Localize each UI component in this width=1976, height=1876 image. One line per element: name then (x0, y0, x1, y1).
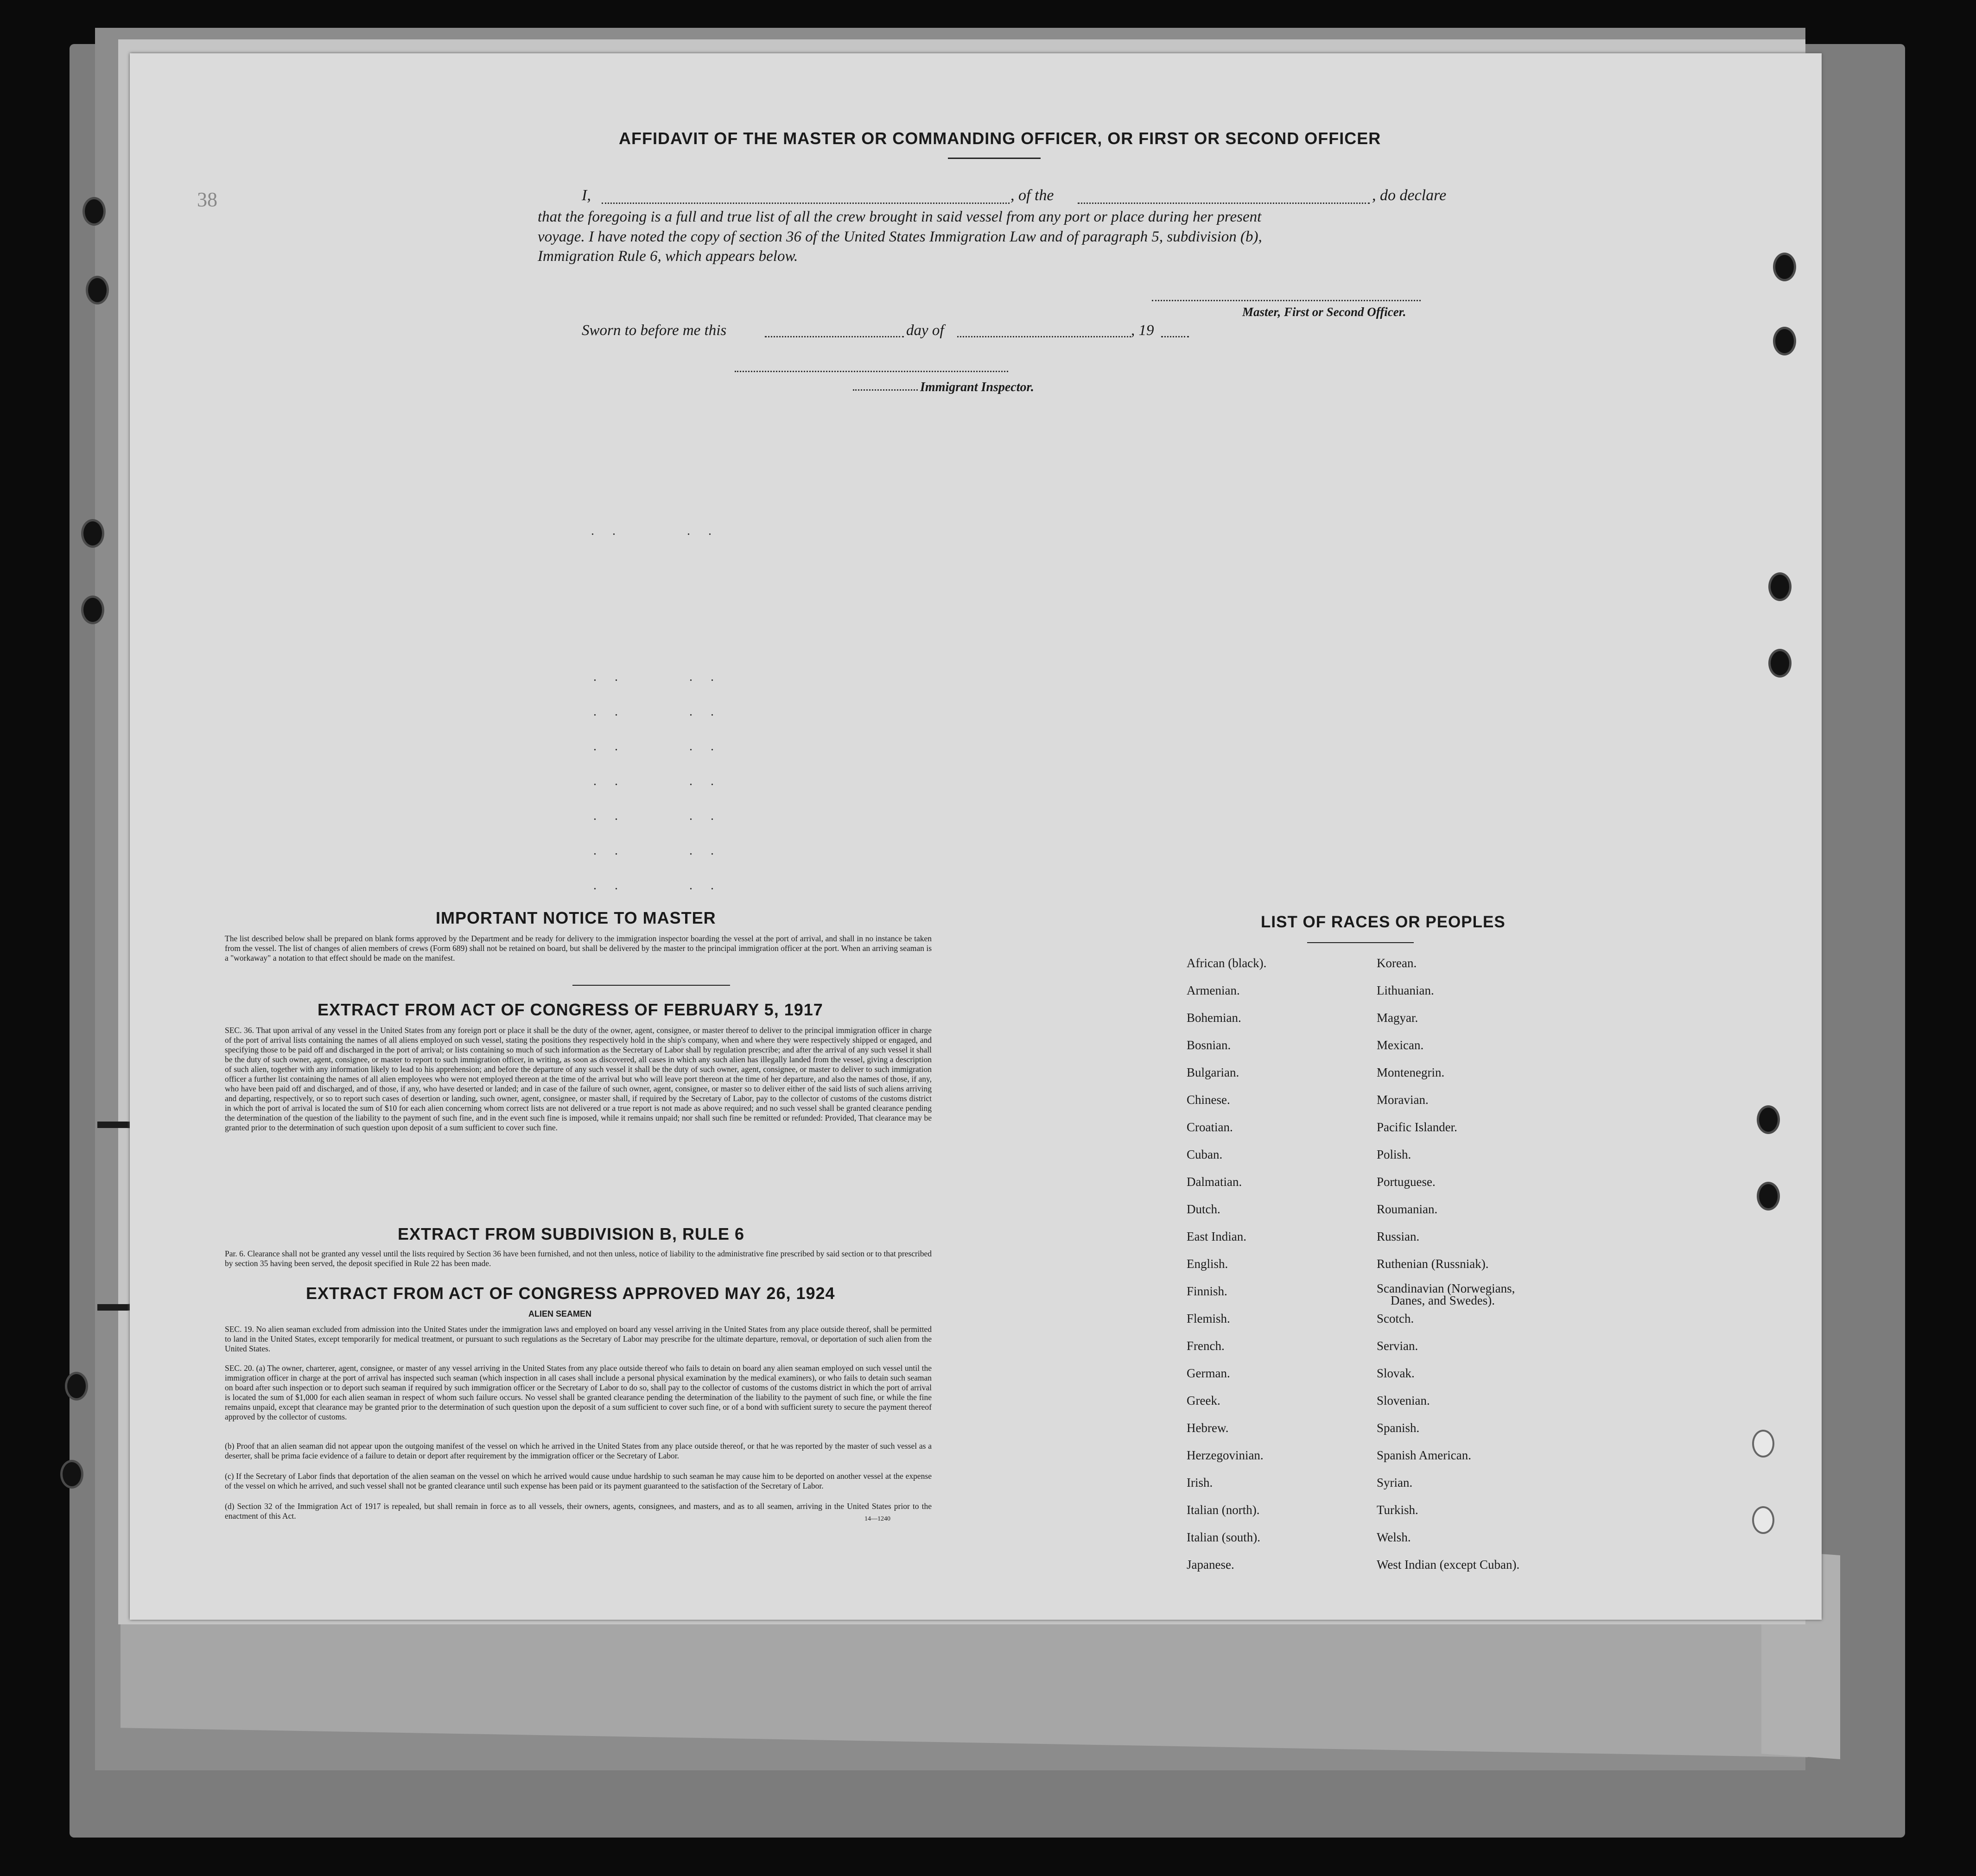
race-right: Magyar. (1377, 1011, 1418, 1025)
page-punch-hole (1773, 253, 1796, 281)
race-right: Moravian. (1377, 1093, 1429, 1107)
race-right: Scotch. (1377, 1312, 1414, 1325)
page-punch-hole (1757, 1182, 1780, 1211)
binder-hole (83, 197, 106, 226)
race-left: English. (1187, 1257, 1228, 1271)
affidavit-title: AFFIDAVIT OF THE MASTER OR COMMANDING OFFICER, OR FIRST OR SECOND OFFICER (619, 129, 1381, 148)
race-left: Bulgarian. (1187, 1065, 1239, 1079)
year-label: , 19 (1131, 322, 1154, 339)
race-right: Turkish. (1377, 1503, 1418, 1517)
ditto-dots: . . . . (593, 878, 721, 893)
extract-1917-body: SEC. 36. That upon arrival of any vessel in the United States from any foreign port or place it shall be the duty of the owner, agent, consignee, or master thereof to deliver to the principal immigration officer in charge of the port of arrival lists containing the names of all aliens employed on such vessel, stating the positions they respectively hold in the ship's company, when and where they were respectively shipped or engaged, and specifying those to be paid off and discharged in the port of arrival; or lists containing so much of such information as the Secretary of Labor shall by regulation prescribe; and after the arrival of any such vessel it shall be the duty of such owner, agent, consignee, or master to report to such immigration officer, in writing, as soon as discovered, all cases in which any such alien has illegally landed from the vessel, giving a description of such alien, together with any information likely to lead to his apprehension; and before the departure of any such vessel it shall be the duty of such owner, agent, consignee, or master to deliver to such immigration officer a further list containing the names of all alien employees who were not employed thereon at the time of the arrival but who will leave port thereon at the time of her departure, and also the names of those, if any, who have been paid off and discharged, and of those, if any, who have deserted or landed; and in case of the failure of such owner, agent, consignee, or master so to deliver either of the said lists of such aliens arriving and departing, respectively, or so to report such cases of desertion or landing, such owner, agent, consignee, or master shall, if required by the Secretary of Labor, pay to the collector of customs of the customs district in which the port of arrival is located the sum of $10 for each alien concerning whom correct lists are not delivered or a true report is not made as above required; and no such vessel shall be granted clearance pending the determination of the question of the liability to the payment of such fine, and in the event such fine is imposed, while it remains unpaid; nor shall such fine be remitted or refunded: Provided, That clearance may be granted prior to the determination of such question upon deposit of a sum sufficient to cover such fine. (225, 1026, 932, 1132)
year-blank (1161, 336, 1189, 337)
page-punch-hole (1752, 1506, 1774, 1534)
race-left: French. (1187, 1339, 1225, 1353)
races-rule (1307, 942, 1414, 943)
master-signature-line (1152, 300, 1421, 301)
sworn-label: Sworn to before me this (582, 322, 727, 339)
sworn-month-blank (957, 336, 1131, 337)
title-rule (948, 158, 1041, 159)
form-number: 14—1240 (864, 1515, 890, 1522)
subdivision-body: Par. 6. Clearance shall not be granted any vessel until the lists required by Section 36 have been furnished, and not then unless, notice of liability to the administrative fine prescribed by said section or to that prescribed by section 35 having been served, the deposit specified in Rule 22 has been made. (225, 1249, 932, 1268)
race-right: Spanish. (1377, 1421, 1420, 1435)
affidavit-line4: Immigration Rule 6, which appears below. (538, 248, 798, 265)
binder-hole (60, 1460, 83, 1489)
inspector-lead-line (853, 389, 918, 391)
sworn-day-blank (765, 336, 904, 337)
race-left: Greek. (1187, 1394, 1220, 1407)
race-left: Italian (north). (1187, 1503, 1260, 1517)
race-left: German. (1187, 1366, 1230, 1380)
race-left: Japanese. (1187, 1558, 1234, 1572)
page-punch-hole (1768, 572, 1792, 601)
race-right: Ruthenian (Russniak). (1377, 1257, 1489, 1271)
name-blank (602, 203, 1010, 204)
notice-body: The list described below shall be prepared on blank forms approved by the Department and be ready for delivery to the immigration inspector boarding the vessel at the port of arrival, and shall in no instance be taken from the vessel. The list of changes of alien members of crews (Form 689) shall not be retained on board, but shall be delivered by the master to the principal immigration officer at the port. When an arriving seaman is a "workaway" a notation to that effect should be made on the manifest. (225, 934, 932, 963)
affidavit-line2: that the foregoing is a full and true list of all the crew brought in said vessel from any port or place during her present (538, 209, 1262, 225)
page-punch-hole (1752, 1430, 1774, 1458)
race-left: Armenian. (1187, 983, 1240, 997)
race-left: Flemish. (1187, 1312, 1230, 1325)
binder-hole (65, 1372, 88, 1401)
binder-hole (81, 519, 104, 548)
binder-hole (86, 276, 109, 304)
affidavit-of-the: , of the (1010, 187, 1054, 204)
race-left: Bohemian. (1187, 1011, 1241, 1025)
race-right: Slovak. (1377, 1366, 1415, 1380)
race-right: Servian. (1377, 1339, 1418, 1353)
race-right: Welsh. (1377, 1530, 1411, 1544)
manifest-back-page (130, 53, 1822, 1620)
race-left: East Indian. (1187, 1230, 1246, 1243)
ditto-dots: . . . . (593, 704, 721, 719)
race-right: Polish. (1377, 1147, 1411, 1161)
vessel-blank (1078, 203, 1370, 204)
race-left: Dalmatian. (1187, 1175, 1242, 1189)
race-left: Irish. (1187, 1476, 1213, 1489)
race-right: Roumanian. (1377, 1202, 1438, 1216)
race-left: Cuban. (1187, 1147, 1223, 1161)
affidavit-line3: voyage. I have noted the copy of section 36 of the United States Immigration Law and of paragraph 5, subdivision (b), (538, 228, 1262, 245)
race-right: Montenegrin. (1377, 1065, 1445, 1079)
race-left: Italian (south). (1187, 1530, 1260, 1544)
race-left: African (black). (1187, 956, 1267, 970)
extract-1924-title: EXTRACT FROM ACT OF CONGRESS APPROVED MAY 26, 1924 (306, 1284, 835, 1303)
race-right: Portuguese. (1377, 1175, 1436, 1189)
race-left: Croatian. (1187, 1120, 1233, 1134)
ditto-dots: . . . . (593, 843, 721, 858)
race-right: Slovenian. (1377, 1394, 1430, 1407)
inspector-label: Immigrant Inspector. (920, 380, 1034, 394)
races-title: LIST OF RACES OR PEOPLES (1261, 913, 1506, 931)
race-left: Bosnian. (1187, 1038, 1231, 1052)
race-right: Pacific Islander. (1377, 1120, 1457, 1134)
race-right: West Indian (except Cuban). (1377, 1558, 1520, 1572)
sec-20b: (b) Proof that an alien seaman did not appear upon the outgoing manifest of the vessel on which he arrived in the United States from any place outside thereof, or that he was reported by the master of such vessel as a deserter, shall be prima facie evidence of a failure to detain or deport after requirement by the immigration officer or the Secretary of Labor. (225, 1441, 932, 1460)
race-right: Spanish American. (1377, 1448, 1471, 1462)
race-right: Syrian. (1377, 1476, 1413, 1489)
race-right: Mexican. (1377, 1038, 1424, 1052)
race-left: Herzegovinian. (1187, 1448, 1264, 1462)
sec-20c: (c) If the Secretary of Labor finds that deportation of the alien seaman on the vessel on which he arrived would cause undue hardship to such seaman he may cause him to be deported on another vessel at the expense of the vessel on which he arrived, and such vessel shall not be granted clearance until such expense has been paid or its payment guaranteed to the satisfaction of the Secretary of Labor. (225, 1471, 932, 1490)
affidavit-declare: , do declare (1372, 187, 1447, 204)
page-punch-hole (1757, 1105, 1780, 1134)
notice-rule (572, 985, 730, 986)
race-left: Chinese. (1187, 1093, 1230, 1107)
sec-20a: SEC. 20. (a) The owner, charterer, agent, consignee, or master of any vessel arriving in the United States from any place outside thereof who fails to detain on board any alien seaman employed on such vessel until the immigration officer in charge at the port of arrival has inspected such seaman (which inspection in all cases shall include a personal physical examination by the medical examiners), or who fails to detain such seaman on board after such inspection or to deport such seaman if required by such immigration officer or the Secretary of Labor to do so, shall pay to the collector of customs of the customs district in which the port of arrival is located the sum of $1,000 for each alien seaman in respect of whom such failure occurs. No vessel shall be granted clearance pending the determination of the liability to the payment of such fine, or while the fine remains unpaid, except that clearance may be granted prior to the determination of such question upon the deposit of a sum sufficient to cover such fine, or of a bond with sufficient surety to secure the payment thereof approved by the collector of customs. (225, 1363, 932, 1421)
race-left: Hebrew. (1187, 1421, 1229, 1435)
notice-title: IMPORTANT NOTICE TO MASTER (436, 908, 716, 927)
race-right: Lithuanian. (1377, 983, 1434, 997)
sec-20d: (d) Section 32 of the Immigration Act of 1917 is repealed, but shall remain in force as to all vessels, their owners, agents, consignees, and masters, and as to all seamen, arriving in the United States prior to the enactment of this Act. (225, 1502, 932, 1521)
race-left: Finnish. (1187, 1284, 1227, 1298)
ditto-dots: . . . . (593, 809, 721, 823)
inspector-signature-line (735, 371, 1008, 372)
race-right: Scandinavian (Norwegians, (1377, 1281, 1515, 1295)
race-right: Korean. (1377, 956, 1417, 970)
race-right-continuation: Danes, and Swedes). (1391, 1293, 1495, 1307)
ditto-dots: . . . . (593, 670, 721, 684)
page-punch-hole (1768, 649, 1792, 678)
affidavit-i: I, (582, 187, 591, 204)
master-signature-label: Master, First or Second Officer. (1242, 305, 1406, 319)
race-right: Russian. (1377, 1230, 1420, 1243)
sec-19: SEC. 19. No alien seaman excluded from admission into the United States under the immigration laws and employed on board any vessel arriving in the United States from any place outside thereof, shall be permitted to land in the United States, except temporarily for medical treatment, or pursuant to such regulations as the Secretary of Labor may prescribe for the ultimate departure, removal, or deportation of such alien from the United States. (225, 1325, 932, 1353)
extract-1924-subtitle: ALIEN SEAMEN (528, 1309, 592, 1318)
extract-1917-title: EXTRACT FROM ACT OF CONGRESS OF FEBRUARY 5, 1917 (318, 1000, 823, 1019)
race-left: Dutch. (1187, 1202, 1220, 1216)
subdivision-title: EXTRACT FROM SUBDIVISION B, RULE 6 (398, 1224, 745, 1243)
day-of-label: day of (906, 322, 944, 339)
page-punch-hole (1773, 327, 1796, 355)
ditto-dots: . . . . (593, 774, 721, 788)
ditto-dots: . . . . (593, 739, 721, 754)
binder-hole (81, 596, 104, 624)
margin-mark: 38 (197, 188, 217, 211)
ditto-dots: . . . . (591, 524, 719, 538)
